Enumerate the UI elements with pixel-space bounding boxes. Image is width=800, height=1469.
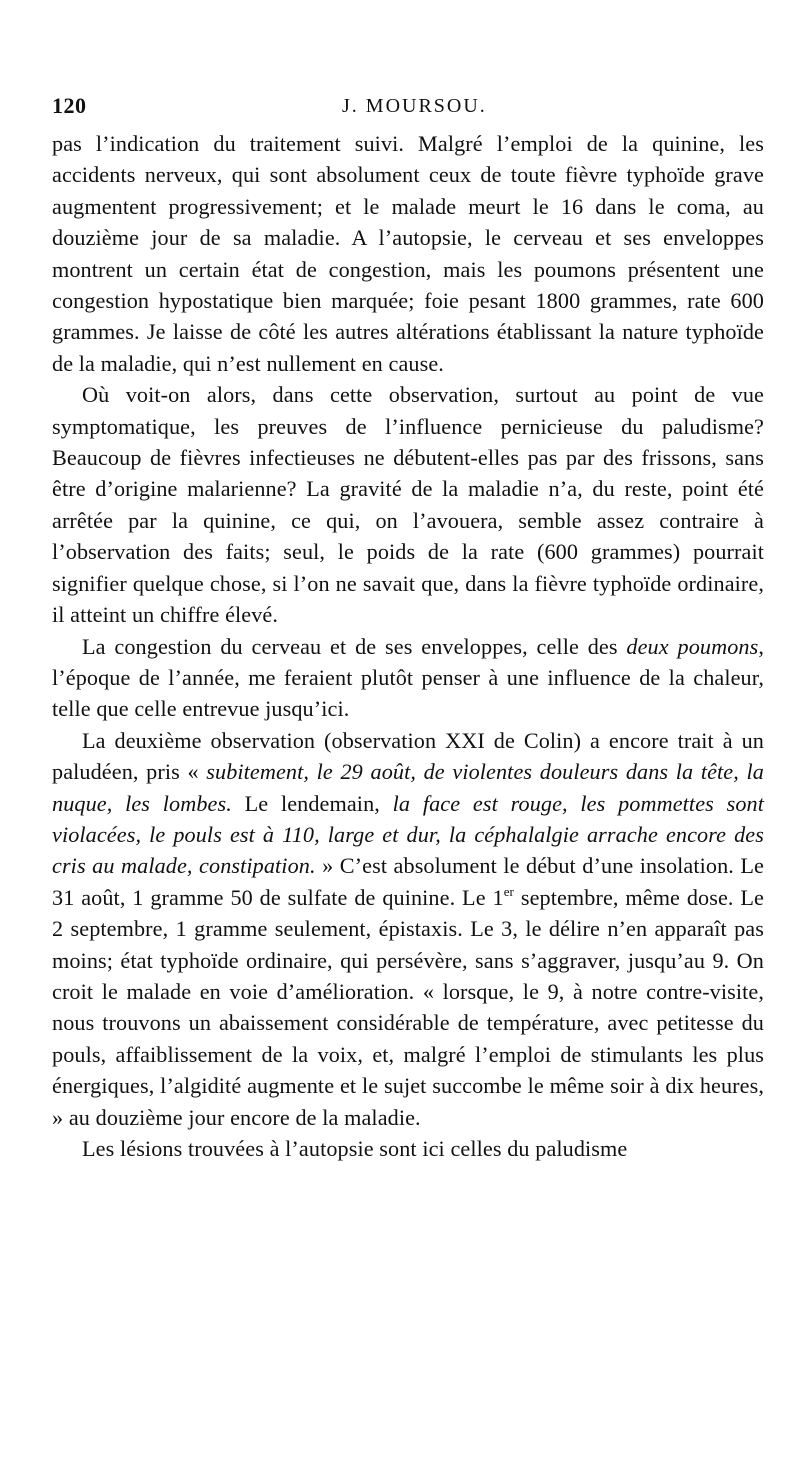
- paragraph-4: [52, 725, 764, 1133]
- running-head: [52, 93, 764, 123]
- paragraph-4-italic-b: la face est rouge, les pommettes sont violacées, le pouls est à 110, large et dur, la céphalalgie arrache encore des cris au malade, constipation.: [52, 790, 764, 879]
- paragraph-1-text: pas l’indication du traitement suivi. Malgré l’emploi de la quinine, les accidents nerveux, qui sont absolument ceux de toute fièvre typhoïde grave augmentent progressivement; et le malade meurt le 16 dans le coma, au douzième jour de sa maladie. A l’autopsie, le cerveau et ses enveloppes montrent un certain état de congestion, mais les poumons présentent une congestion hypostatique bien marquée; foie pesant 1800 grammes, rate 600 grammes. Je laisse de côté les autres altérations établissant la nature typhoïde de la maladie, qui n’est nullement en cause.: [52, 131, 764, 376]
- paragraph-4-text-c: » C’est absolument le début d’une insolation. Le 31 août, 1 gramme 50 de sulfate de quinine. Le 1: [52, 853, 765, 910]
- ordinal-superscript: er: [503, 883, 514, 899]
- paragraph-3-italic: deux poumons: [626, 633, 759, 659]
- paragraph-2: [52, 379, 764, 630]
- paragraph-3-text-b: , l’époque de l’année, me feraient plutôt penser à une influence de la chaleur, telle que celle entrevue jusqu’ici.: [52, 633, 764, 722]
- paragraph-2-text: Où voit-on alors, dans cette observation, surtout au point de vue symptomatique, les preuves de l’influence pernicieuse du paludisme? Beaucoup de fièvres infectieuses ne débutent-elles pas par des frissons, sans être d’origine malarienne? La gravité de la maladie n’a, du reste, point été arrêtée par la quinine, ce qui, on l’avouera, semble assez contraire à l’observation des faits; seul, le poids de la rate (600 grammes) pourrait signifier quelque chose, si l’on ne savait que, dans la fièvre typhoïde ordinaire, il atteint un chiffre élevé.: [52, 382, 764, 628]
- paragraph-3: [52, 631, 764, 725]
- running-title: J. MOURSOU.: [342, 95, 487, 117]
- paragraph-5: [52, 1133, 764, 1164]
- paragraph-3-text-a: La congestion du cerveau et de ses enveloppes, celle des: [82, 633, 627, 659]
- paragraph-4-italic-a: subitement, le 29 août, de violentes douleurs dans la tête, la nuque, les lombes.: [52, 759, 764, 816]
- body-text: [52, 128, 764, 1164]
- paragraph-5-text: Les lésions trouvées à l’autopsie sont ici celles du paludisme: [82, 1136, 628, 1161]
- page-number: 120: [52, 93, 87, 118]
- paragraph-4-text-b: Le lendemain,: [231, 790, 393, 816]
- paragraph-4-text-a: La deuxième observation (observation XXI de Colin) a encore trait à un paludéen, pris «: [52, 727, 764, 785]
- paragraph-4-text-d: septembre, même dose. Le 2 septembre, 1 gramme seulement, épistaxis. Le 3, le délire n’en apparaît pas moins; état typhoïde ordinaire, qui persévère, sans s’aggraver, jusqu’au 9. On croit le malade en voie d’amélioration. « lorsque, le 9, à notre contre-visite, nous trouvons un abaissement considérable de température, avec petitesse du pouls, affaiblissement de la voix, et, malgré l’emploi de stimulants les plus énergiques, l’algidité augmente et le sujet succombe le même soir à dix heures, » au douzième jour encore de la maladie.: [52, 884, 764, 1130]
- paragraph-1: [52, 128, 764, 379]
